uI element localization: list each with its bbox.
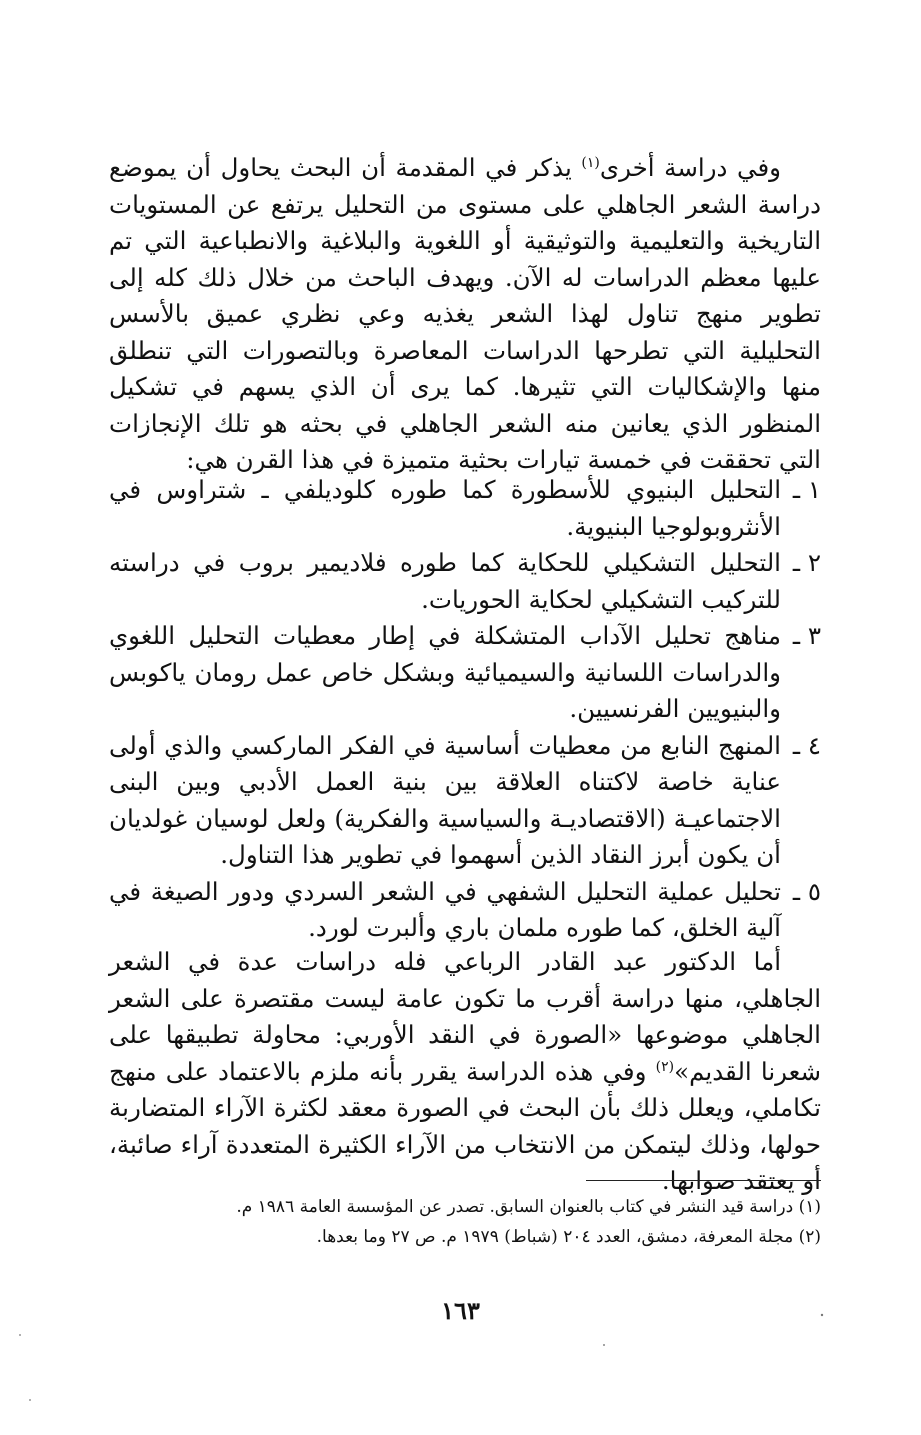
list-item xyxy=(109,618,821,728)
list-item-text: تحليل عملية التحليل الشفهي في الشعر السردي ودور الصيغة في آلية الخلق، كما طوره ملمان باري وألبرت لورد. xyxy=(109,876,781,942)
footnote-1: (١) دراسة قيد النشر في كتاب بالعنوان السابق. تصدر عن المؤسسة العامة ١٩٨٦ م. xyxy=(236,1197,821,1217)
list-item-number: ٣ ـ xyxy=(792,621,821,650)
list-item-number: ١ ـ xyxy=(792,475,821,504)
rubai-text-before-ref: أما الدكتور عبد القادر الرباعي فله دراسات عدة في الشعر الجاهلي، منها دراسة أقرب ما تكون عامة ليست مقتصرة على الشعر الجاهلي موضوعها «الصورة في النقد الأوربي: محاولة تطبيقها على شعرنا القديم» xyxy=(109,947,822,1086)
list-item-number: ٢ ـ xyxy=(792,548,821,577)
list-item-text: التحليل البنيوي للأسطورة كما طوره كلوديلفي ـ شتراوس في الأنثروبولوجيا البنيوية. xyxy=(109,475,781,541)
list-item-text: التحليل التشكيلي للحكاية كما طوره فلاديمير بروب في دراسته للتركيب التشكيلي لحكاية الحوريات. xyxy=(109,548,781,614)
list-item-number: ٤ ـ xyxy=(792,730,821,760)
list-item-number: ٥ ـ xyxy=(792,876,821,906)
list-item-text: المنهج النابع من معطيات أساسية في الفكر الماركسي والذي أولى عناية خاصة لاكتناه العلاقة بين بنية العمل الأدبي وبين البنى الاجتماعيـة (الاقتصاديـة والسياسية والفكرية) ولعل لوسيان غولديان أن يكون أبرز النقاد الذين أسهموا في تطوير هذا التناول. xyxy=(109,730,781,869)
list-item-text: مناهج تحليل الآداب المتشكلة في إطار معطيات التحليل اللغوي والدراسات اللسانية والسيميائية وبشكل خاص عمل رومان ياكوبس والبنيويين الفرنسيين. xyxy=(109,621,781,723)
footnote-ref-1: (١) xyxy=(581,154,600,171)
footnote-ref-2: (٢) xyxy=(655,1058,675,1075)
list-item xyxy=(109,545,821,618)
intro-text-after-ref: يذكر في المقدمة أن البحث يحاول أن يموضع دراسة الشعر الجاهلي على مستوى من التحليل يرتفع عن المستويات التاريخية والتعليمية والتوثيقية أو اللغوية والبلاغية والانطباعية التي تم عليها معظم الدراسات له الآن. ويهدف الباحث من خلال ذلك كله إلى تطوير منهج تناول لهذا الشعر يغذيه وعي نظري عميق بالأسس التحليلية التي تطرحها الدراسات المعاصرة وبالتصورات التي تنطلق منها والإشكاليات التي تثيرها. كما يرى أن الذي يسهم في تشكيل المنظور الذي يعانين منه الشعر الجاهلي في بحثه هو تلك الإنجازات التي تحققت في خمسة تيارات بحثية متميزة في هذا القرن هي: xyxy=(109,153,821,474)
footnote-divider xyxy=(586,1180,821,1181)
footnote-2: (٢) مجلة المعرفة، دمشق، العدد ٢٠٤ (شباط) ١٩٧٩ م. ص ٢٧ وما بعدها. xyxy=(316,1227,821,1247)
page-number: ١٦٣ xyxy=(441,1296,480,1325)
list-item xyxy=(109,728,821,874)
paragraph-intro xyxy=(109,150,821,479)
research-currents-list xyxy=(109,472,821,947)
rubai-text-after-ref: وفي هذه الدراسة يقرر بأنه ملزم بالاعتماد على منهج تكاملي، ويعلل ذلك بأن البحث في الصورة معقد لكثرة الآراء المتضاربة حولها، وذلك ليتمكن من الانتخاب من الآراء الكثيرة المتعددة آراء صائبة، أو يعتقد صوابها. xyxy=(109,1056,821,1195)
footnotes xyxy=(109,1192,821,1252)
intro-text-before-ref: وفي دراسة أخرى xyxy=(599,153,781,182)
paragraph-rubai xyxy=(109,944,821,1200)
list-item xyxy=(109,472,821,545)
list-item xyxy=(109,874,821,947)
